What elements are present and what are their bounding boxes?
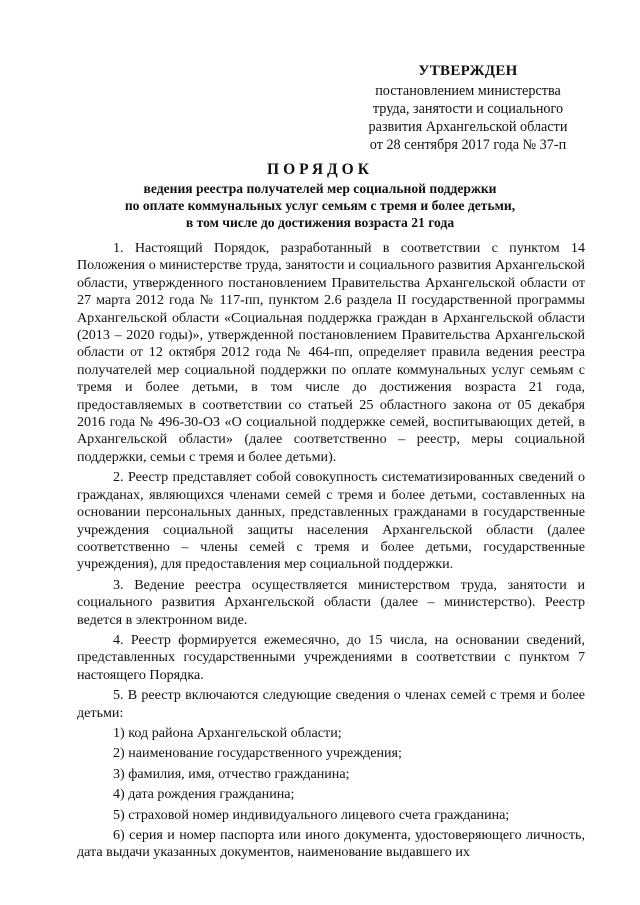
list-item: 5) страховой номер индивидуального лицевого счета гражданина; bbox=[113, 806, 510, 823]
approval-heading: УТВЕРЖДЕН bbox=[418, 63, 518, 79]
approval-line: развития Архангельской области bbox=[368, 119, 568, 135]
list-item: 4) дата рождения гражданина; bbox=[113, 786, 295, 803]
approval-line: от 28 сентября 2017 года № 37-п bbox=[369, 137, 567, 153]
list-item: 3) фамилия, имя, отчество гражданина; bbox=[113, 765, 350, 782]
list-item: 6) серия и номер паспорта или иного документа, удостоверяющего личность, дата выдачи указанных документов, наименование выдавшего их bbox=[77, 827, 585, 861]
list-item: 2) наименование государственного учреждения; bbox=[113, 745, 402, 762]
approval-line: труда, занятости и социального bbox=[372, 101, 564, 117]
title-subtitle-line: ведения реестра получателей мер социальной поддержки bbox=[143, 181, 497, 196]
document-body bbox=[77, 240, 585, 865]
title-subtitle-line: по оплате коммунальных услуг семьям с тремя и более детьми, bbox=[124, 198, 516, 213]
paragraph: 4. Реестр формируется ежемесячно, до 15 числа, на основании сведений, представленных государственными учреждениями в соответствии с пунктом 7 настоящего Порядка. bbox=[77, 631, 585, 683]
paragraph: 1. Настоящий Порядок, разработанный в соответствии с пунктом 14 Положения о министерстве труда, занятости и социального развития Архангельской области, утвержденного постановлением Правительства Архангельской области от 27 марта 2012 года № 117-пп, пунктом 2.6 раздела II государственной программы Архангельской области «Социальная поддержка граждан в Архангельской области (2013 – 2020 годы)», утвержденной постановлением Правительства Архангельской области от 12 октября 2012 года № 464-пп, определяет правила ведения реестра получателей мер социальной поддержки по оплате коммунальных услуг семьям с тремя и более детьми, в том числе до достижения возраста 21 года, предоставляемых в соответствии со статьей 25 областного закона от 05 декабря 2016 года № 496-30-ОЗ «О социальной поддержке семей, воспитывающих детей, в Архангельской области» (далее соответственно – реестр, меры социальной поддержки, семьи с тремя и более детьми). bbox=[77, 240, 585, 465]
approval-block bbox=[358, 62, 578, 154]
approval-line: постановлением министерства bbox=[375, 83, 561, 99]
paragraph: 5. В реестр включаются следующие сведения о членах семей с тремя и более детьми: bbox=[77, 687, 585, 721]
paragraph: 3. Ведение реестра осуществляется министерством труда, занятости и социального развития Архангельской области (далее – министерство). Реестр ведется в электронном виде. bbox=[77, 576, 585, 628]
title-main: ПОРЯДОК bbox=[267, 161, 373, 178]
list-item: 1) код района Архангельской области; bbox=[113, 724, 342, 741]
paragraph: 2. Реестр представляет собой совокупность систематизированных сведений о гражданах, являющихся членами семей с тремя и более детьми, составленных на основании персональных данных, представленных гражданами в государственные учреждения социальной защиты населения Архангельской области (далее соответственно – члены семей с тремя и более детьми, государственные учреждения), для предоставления мер социальной поддержки. bbox=[77, 469, 585, 573]
document-title bbox=[60, 160, 580, 231]
title-subtitle-line: в том числе до достижения возраста 21 года bbox=[185, 215, 455, 230]
